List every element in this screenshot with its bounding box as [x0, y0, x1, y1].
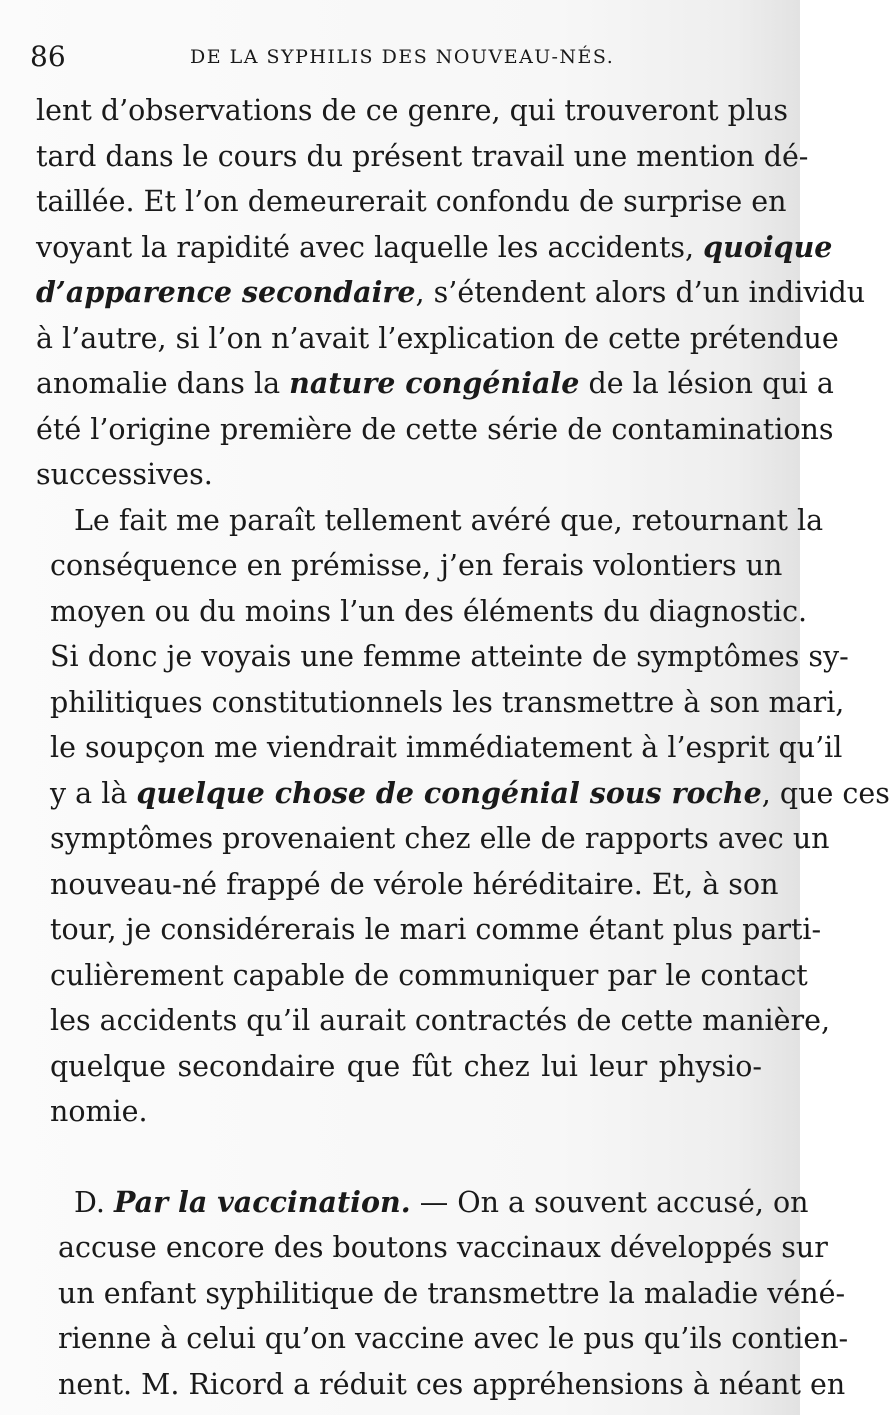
- text-line: philitiques constitutionnels les transmettre à son mari,: [50, 685, 845, 719]
- text-line: à l’autre, si l’on n’avait l’explication de cette prétendue: [36, 321, 839, 355]
- text-line: [36, 1180, 809, 1226]
- text-line: un enfant syphilitique de transmettre la maladie véné-: [58, 1276, 846, 1310]
- text-line: [36, 270, 866, 316]
- text-line: lent d’observations de ce genre, qui trouveront plus: [36, 94, 788, 127]
- page-header: [30, 40, 770, 80]
- text-line: [36, 361, 834, 407]
- text-run: , s’étendent alors d’un individu: [415, 276, 866, 309]
- italic-run: quelque chose de congénial sous roche: [136, 775, 762, 810]
- page-number: 86: [30, 40, 66, 73]
- text-line: tour, je considérerais le mari comme étant plus parti-: [50, 913, 822, 946]
- text-line: été l’origine première de cette série de contaminations: [36, 412, 834, 446]
- italic-run: d’apparence secondaire: [36, 275, 416, 309]
- text-line: [36, 771, 890, 817]
- text-line: rienne à celui qu’on vaccine avec le pus qu’ils contien-: [58, 1322, 849, 1355]
- text-line: accuse encore des boutons vaccinaux développés sur: [58, 1231, 828, 1264]
- text-line: conséquence en prémisse, j’en ferais volontiers un: [50, 549, 783, 582]
- text-line: taillée. Et l’on demeurerait confondu de surprise en: [36, 185, 787, 218]
- text-run: anomalie dans la: [36, 367, 290, 400]
- text-line: nouveau-né frappé de vérole héréditaire. Et, à son: [50, 867, 779, 901]
- section-letter: D.: [74, 1185, 114, 1219]
- text-run: , que ces: [761, 776, 890, 810]
- text-line: Si donc je voyais une femme atteinte de symptômes sy-: [50, 640, 849, 673]
- section-title: Par la vaccination.: [113, 1184, 411, 1219]
- paragraph-gap: [36, 1135, 762, 1180]
- text-line: nomie.: [50, 1095, 148, 1128]
- text-line: symptômes provenaient chez elle de rapports avec un: [50, 822, 830, 855]
- text-line: quelque secondaire que fût chez lui leur physio-: [50, 1049, 762, 1083]
- italic-run: nature congéniale: [289, 366, 580, 400]
- text-run: — On a souvent accusé, on: [410, 1185, 809, 1219]
- running-title: DE LA SYPHILIS DES NOUVEAU-NÉS.: [190, 46, 615, 68]
- text-line: Le fait me paraît tellement avéré que, retournant la: [74, 503, 824, 537]
- text-run: voyant la rapidité avec laquelle les accidents,: [36, 230, 704, 264]
- text-line: nent. M. Ricord a réduit ces appréhensions à néant en: [58, 1367, 846, 1401]
- text-run: de la lésion qui a: [579, 367, 834, 400]
- text-line: moyen ou du moins l’un des éléments du diagnostic.: [50, 594, 808, 628]
- text-run: y a là: [50, 776, 137, 810]
- italic-run: quoique: [703, 229, 833, 264]
- text-line: le soupçon me viendrait immédiatement à l’esprit qu’il: [50, 731, 843, 764]
- text-line: [36, 225, 833, 271]
- text-line: les accidents qu’il aurait contractés de cette manière,: [50, 1004, 831, 1037]
- text-line: culièrement capable de communiquer par le contact: [50, 958, 808, 992]
- text-line: tard dans le cours du présent travail une mention dé-: [36, 139, 809, 173]
- body-text: [36, 88, 890, 1407]
- text-line: successives.: [36, 458, 213, 491]
